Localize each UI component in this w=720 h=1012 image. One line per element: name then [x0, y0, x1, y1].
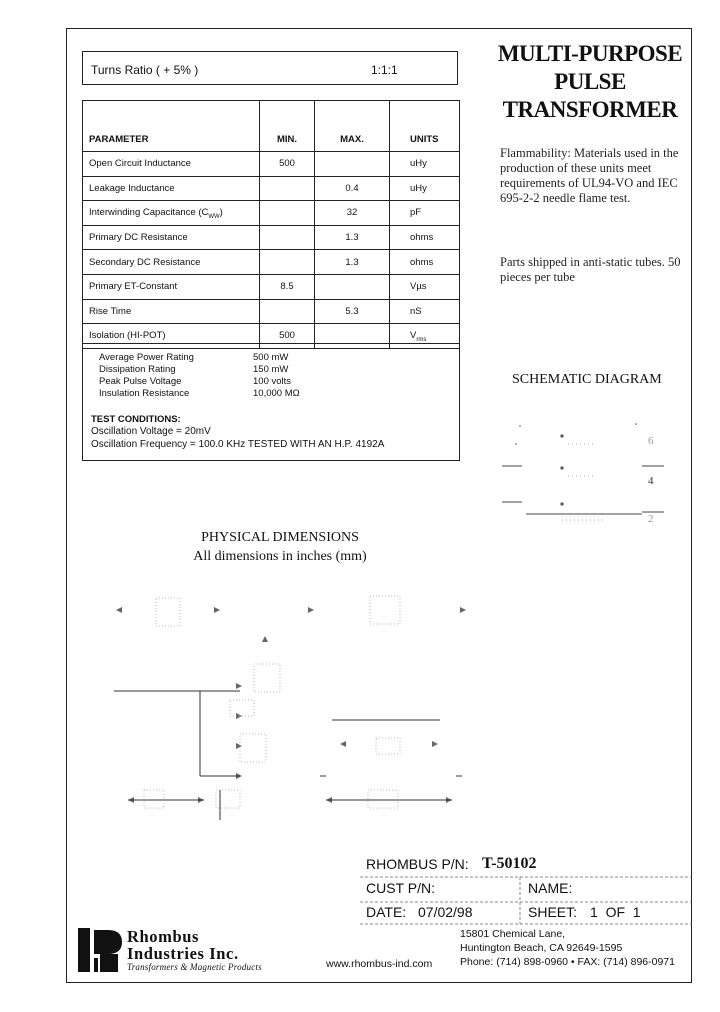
row-units: ohms — [390, 225, 460, 250]
rhombus-pn-label: RHOMBUS P/N: — [366, 856, 469, 872]
row-units-text: V — [410, 329, 417, 341]
schematic-pin-label: 6 — [648, 435, 654, 447]
header-units: UNITS — [390, 101, 460, 152]
name-label: NAME: — [528, 880, 573, 896]
row-parameter — [83, 201, 260, 226]
row-units: nS — [390, 299, 460, 324]
rating-value: 100 volts — [253, 376, 292, 387]
rating-label: Insulation Resistance — [99, 388, 190, 399]
row-parameter-close: ) — [219, 206, 223, 218]
rating-label: Average Power Rating — [99, 352, 194, 363]
table-row — [83, 152, 460, 177]
row-parameter: Open Circuit Inductance — [83, 152, 260, 177]
row-units-sub: rms — [416, 336, 427, 343]
row-min: 500 — [260, 324, 315, 349]
row-units: pF — [390, 201, 460, 226]
row-units: uHy — [390, 176, 460, 201]
header-parameter: PARAMETER — [83, 101, 260, 152]
row-max: 32 — [315, 201, 390, 226]
rating-label: Peak Pulse Voltage — [99, 376, 182, 387]
rating-label: Dissipation Rating — [99, 364, 176, 375]
company-address1: 15801 Chemical Lane, — [460, 928, 566, 940]
company-name-line1: Rhombus — [127, 927, 200, 946]
physical-subtitle: All dimensions in inches (mm) — [193, 549, 367, 564]
turns-ratio-value: 1:1:1 — [371, 63, 398, 77]
turns-ratio-label: Turns Ratio ( + 5% ) — [91, 63, 199, 77]
company-tagline: Transformers & Magnetic Products — [127, 962, 262, 972]
row-parameter: Secondary DC Resistance — [83, 250, 260, 275]
company-phone: Phone: (714) 898-0960 • FAX: (714) 896-0971 — [460, 956, 675, 968]
title-line: TRANSFORMER — [502, 97, 678, 122]
row-max: 1.3 — [315, 225, 390, 250]
table-header — [83, 101, 460, 152]
title-line: PULSE — [554, 69, 626, 94]
turns-ratio-box — [82, 51, 458, 85]
shipping-note: Parts shipped in anti-static tubes. 50 pieces per tube — [500, 255, 681, 284]
row-parameter: Rise Time — [83, 299, 260, 324]
row-max — [315, 152, 390, 177]
table-row — [83, 299, 460, 324]
test-condition-frequency: Oscillation Frequency = 100.0 KHz TESTED WITH AN H.P. 4192A — [91, 439, 385, 450]
row-parameter-sub: WW — [208, 213, 220, 220]
test-condition-voltage: Oscillation Voltage = 20mV — [91, 426, 211, 437]
physical-title: PHYSICAL DIMENSIONS — [201, 530, 359, 545]
rating-value: 500 mW — [253, 352, 289, 363]
schematic-pin-label: 4 — [648, 475, 654, 487]
ratings-box — [82, 343, 460, 461]
title-block-lines — [360, 872, 692, 928]
row-min: 8.5 — [260, 274, 315, 299]
flammability-note: Flammability: Materials used in the production of these units meet requirements of UL94-VO and IEC 695-2-2 needle flame test. — [500, 146, 679, 205]
schematic-pin-label: 2 — [648, 513, 654, 525]
row-parameter: Primary DC Resistance — [83, 225, 260, 250]
sheet-label: SHEET: — [528, 904, 578, 920]
table-row — [83, 176, 460, 201]
row-max — [315, 274, 390, 299]
row-min — [260, 299, 315, 324]
rhombus-logo-icon — [78, 928, 124, 972]
header-max: MAX. — [315, 101, 390, 152]
cust-pn-label: CUST P/N: — [366, 880, 435, 896]
date-label: DATE: — [366, 904, 407, 920]
physical-dimensions-title — [160, 528, 400, 566]
row-units: Vµs — [390, 274, 460, 299]
row-max: 0.4 — [315, 176, 390, 201]
row-max: 5.3 — [315, 299, 390, 324]
row-parameter: Isolation (HI-POT) — [83, 324, 260, 349]
row-min — [260, 201, 315, 226]
header-min: MIN. — [260, 101, 315, 152]
rating-value: 10,000 MΩ — [253, 388, 300, 399]
row-min — [260, 176, 315, 201]
table-row — [83, 225, 460, 250]
row-max: 1.3 — [315, 250, 390, 275]
row-min — [260, 250, 315, 275]
company-name-line2: Industries Inc. — [127, 944, 239, 963]
parameter-table — [82, 100, 460, 349]
table-row — [83, 250, 460, 275]
date-value: 07/02/98 — [418, 904, 473, 920]
row-parameter: Leakage Inductance — [83, 176, 260, 201]
schematic-diagram — [496, 420, 676, 526]
rhombus-pn-value: T-50102 — [482, 855, 537, 872]
row-units: ohms — [390, 250, 460, 275]
test-conditions-title: TEST CONDITIONS: — [91, 414, 181, 425]
company-address2: Huntington Beach, CA 92649-1595 — [460, 942, 623, 954]
row-parameter: Primary ET-Constant — [83, 274, 260, 299]
product-title — [476, 40, 704, 124]
row-min: 500 — [260, 152, 315, 177]
sheet-value: 1 OF 1 — [590, 904, 641, 920]
table-row — [83, 274, 460, 299]
table-row — [83, 201, 460, 226]
dimension-drawing — [100, 590, 480, 830]
title-line: MULTI-PURPOSE — [497, 41, 683, 66]
row-min — [260, 225, 315, 250]
schematic-title: SCHEMATIC DIAGRAM — [512, 372, 662, 387]
rating-value: 150 mW — [253, 364, 289, 375]
row-units: uHy — [390, 152, 460, 177]
row-parameter-text: Interwinding Capacitance (C — [89, 206, 209, 218]
company-website: www.rhombus-ind.com — [326, 958, 433, 970]
